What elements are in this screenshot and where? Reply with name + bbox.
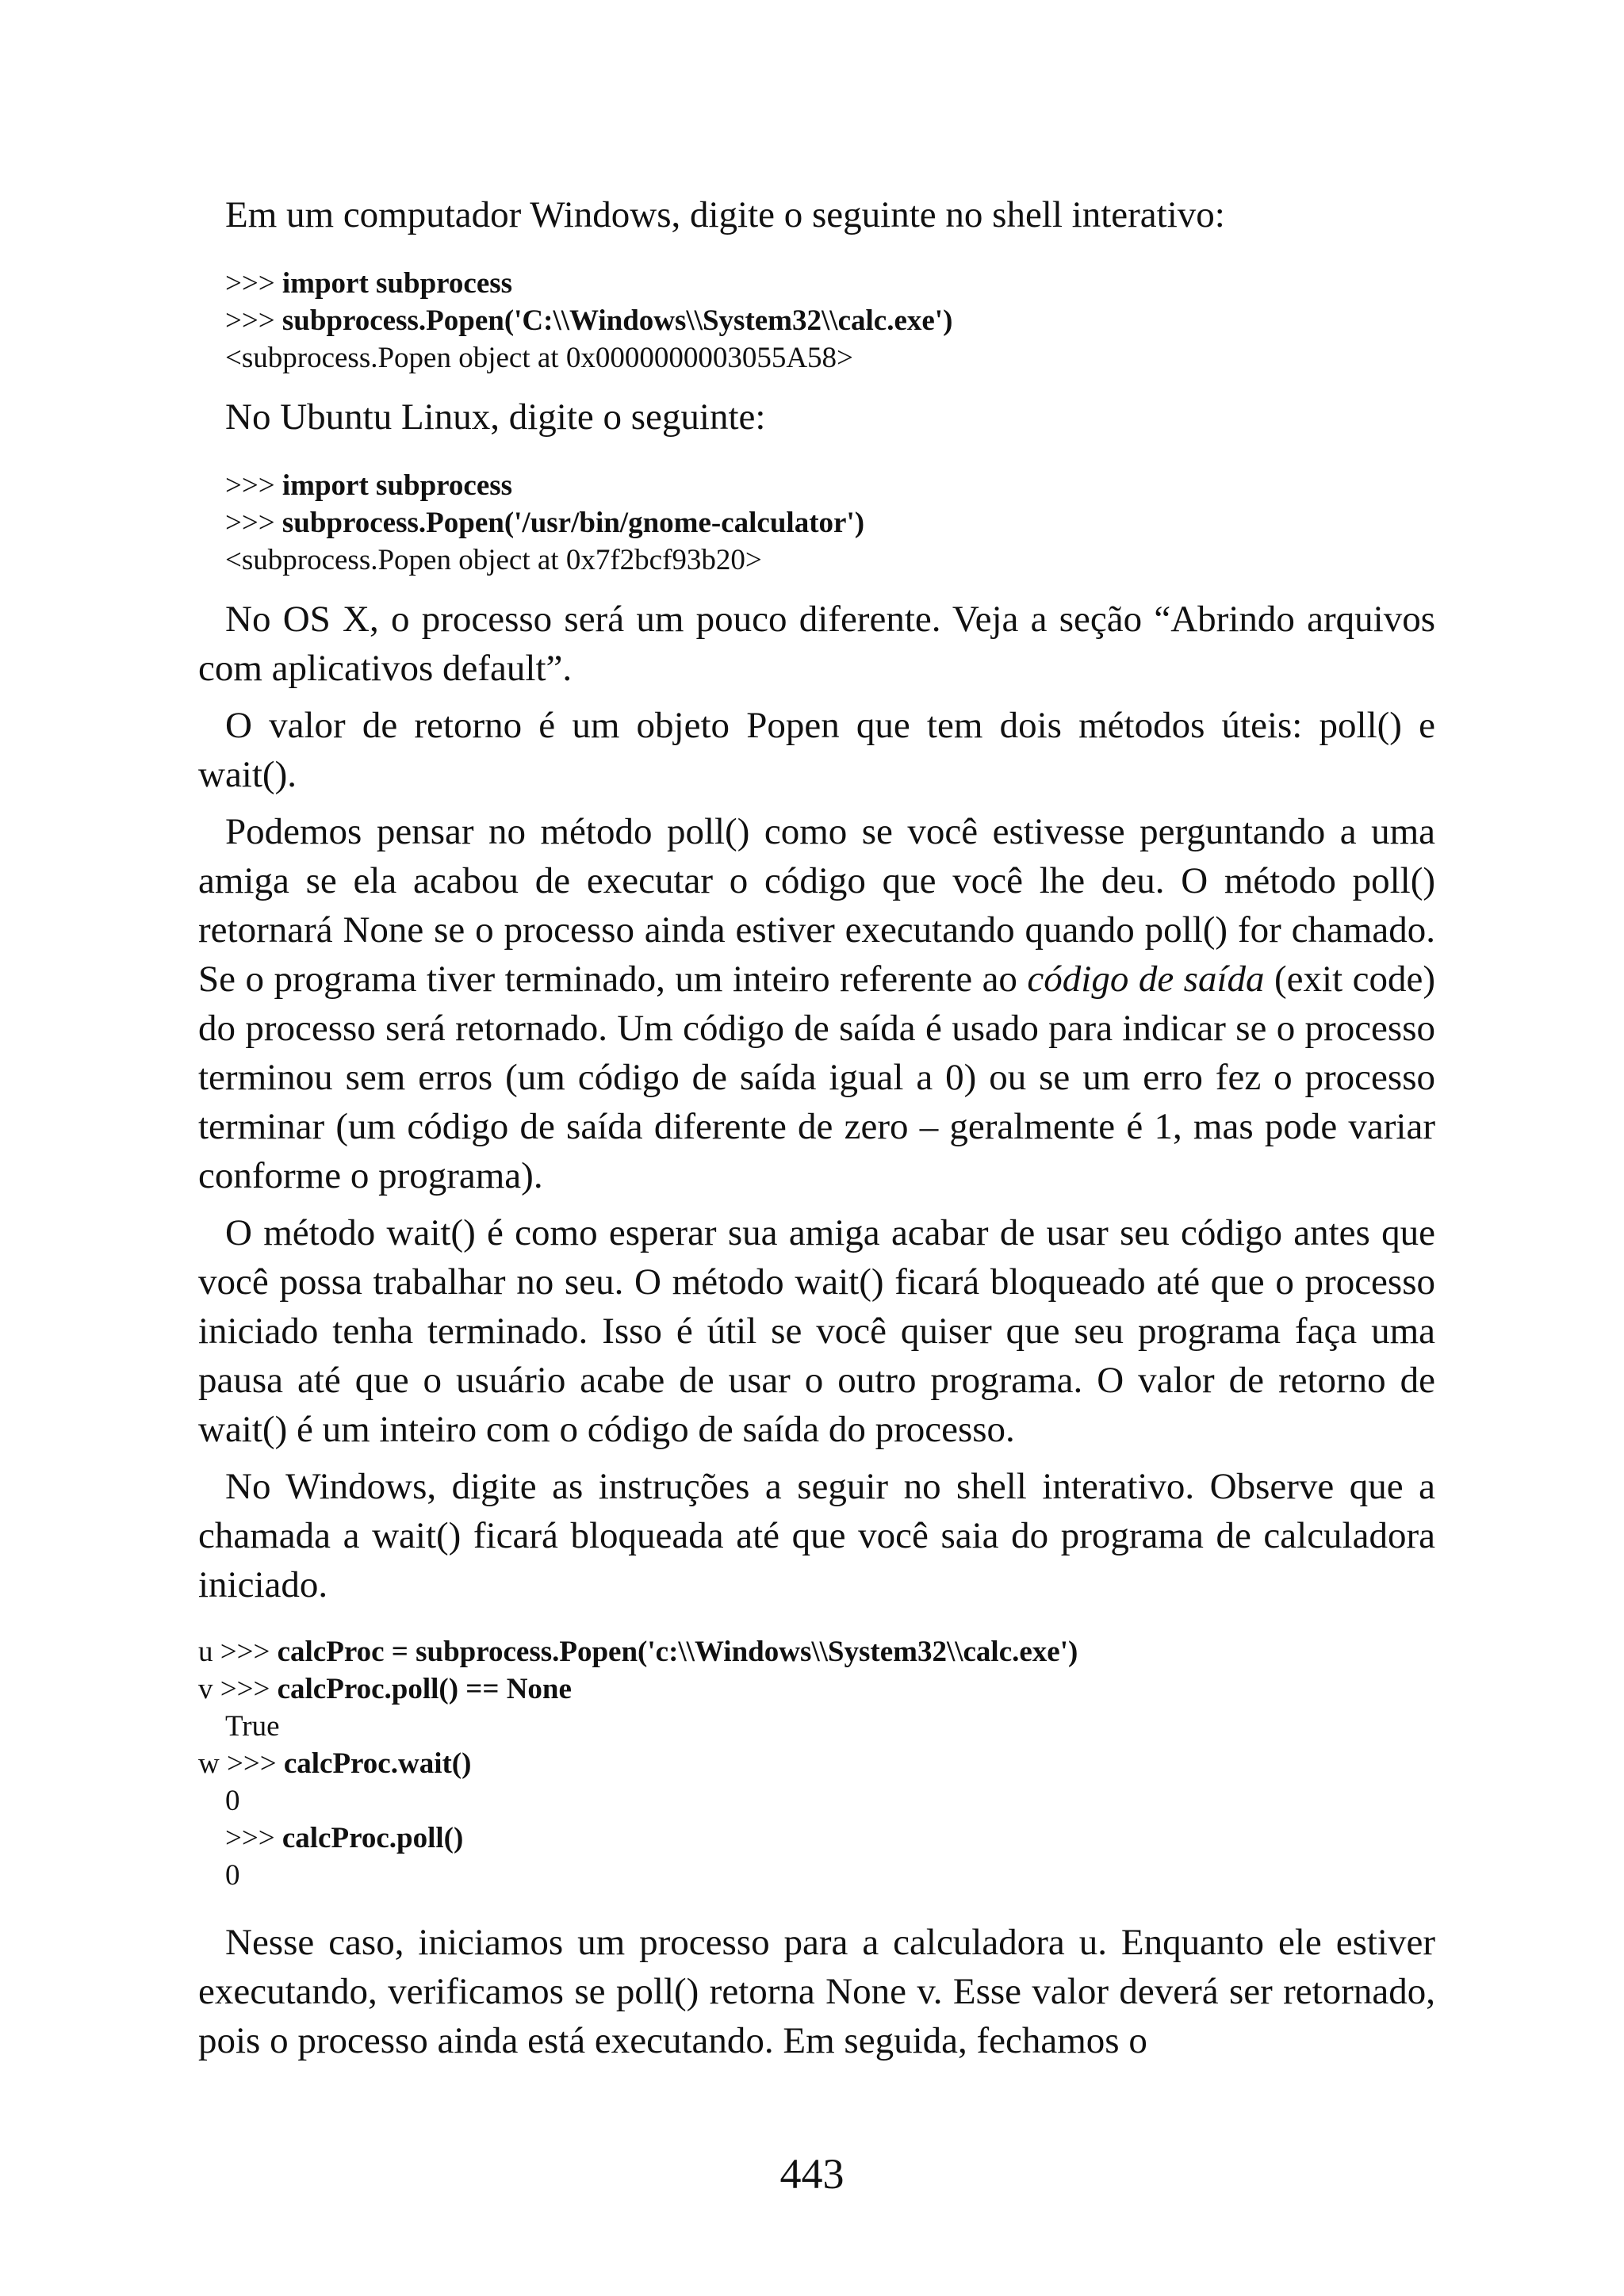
code-prompt: u >>> — [198, 1636, 278, 1668]
code-output: True — [225, 1710, 280, 1743]
code-line — [198, 1633, 1435, 1670]
code-input: import subprocess — [282, 469, 513, 502]
code-line — [198, 1745, 1435, 1782]
page-content — [198, 190, 1435, 2073]
text-span: Podemos pensar no método poll() como se você estivesse perguntando a uma amiga se ela acabou de executar o código que você lhe deu. O método poll() retornará None se o processo ainda estiver executando quando poll() for chamado. Se o programa tiver terminado, um inteiro referente ao — [198, 811, 1435, 1000]
code-prompt: >>> — [225, 1822, 282, 1854]
code-output: 0 — [225, 1859, 240, 1892]
code-input: subprocess.Popen('C:\\Windows\\System32\\calc.exe') — [282, 304, 953, 337]
page-number: 443 — [779, 2150, 845, 2198]
code-output: <subprocess.Popen object at 0x0000000003055A58> — [225, 342, 853, 374]
paragraph-poll-explanation — [198, 807, 1435, 1200]
code-line — [225, 302, 1435, 339]
code-prompt: >>> — [225, 267, 282, 300]
code-input: calcProc.wait() — [283, 1747, 472, 1780]
paragraph-wait-explanation: O método wait() é como esperar sua amiga acabar de usar seu código antes que você possa trabalhar no seu. O método wait() ficará bloqueado até que o processo iniciado tenha terminado. Isso é útil se você quiser que seu programa faça uma pausa até que o usuário acabe de usar o outro programa. O valor de retorno de wait() é um inteiro com o código de saída do processo. — [198, 1212, 1435, 1450]
italic-term: código de saída — [1027, 959, 1265, 1000]
code-prompt: >>> — [225, 507, 282, 539]
code-line — [225, 467, 1435, 504]
code-input: import subprocess — [282, 267, 513, 300]
code-line — [225, 504, 1435, 541]
code-output: 0 — [225, 1785, 240, 1817]
code-input: calcProc = subprocess.Popen('c:\\Windows\\System32\\calc.exe') — [277, 1636, 1078, 1668]
paragraph-osx-note: No OS X, o processo será um pouco diferente. Veja a seção “Abrindo arquivos com aplicativos default”. — [198, 599, 1435, 689]
code-line — [198, 1820, 1435, 1857]
code-block-windows — [225, 265, 1435, 377]
code-block-calcproc — [198, 1633, 1435, 1894]
text-span: (exit code) do processo será retornado. Um código de saída é usado para indicar se o processo terminou sem erros (um código de saída igual a 0) ou se um erro fez o processo terminar (um código de saída diferente de zero – geralmente é 1, mas pode variar conforme o programa). — [198, 959, 1435, 1196]
code-prompt: w >>> — [198, 1747, 284, 1780]
code-block-ubuntu — [225, 467, 1435, 579]
paragraph-ubuntu-intro: No Ubuntu Linux, digite o seguinte: — [225, 396, 766, 438]
paragraph-windows-intro: Em um computador Windows, digite o seguinte no shell interativo: — [225, 194, 1225, 235]
code-input: calcProc.poll() == None — [277, 1673, 572, 1705]
code-prompt: v >>> — [198, 1673, 278, 1705]
code-line — [198, 1670, 1435, 1708]
paragraph-popen-return: O valor de retorno é um objeto Popen que tem dois métodos úteis: poll() e wait(). — [198, 705, 1435, 795]
paragraph-windows-instructions: No Windows, digite as instruções a seguir no shell interativo. Observe que a chamada a wait() ficará bloqueada até que você saia do programa de calculadora iniciado. — [198, 1466, 1435, 1605]
code-line — [225, 265, 1435, 302]
code-prompt: >>> — [225, 469, 282, 502]
code-prompt: >>> — [225, 304, 282, 337]
code-input: subprocess.Popen('/usr/bin/gnome-calculator') — [282, 507, 865, 539]
code-input: calcProc.poll() — [282, 1822, 464, 1854]
paragraph-calc-process: Nesse caso, iniciamos um processo para a calculadora u. Enquanto ele estiver executando, verificamos se poll() retorna None v. Esse valor deverá ser retornado, pois o processo ainda está executando. Em seguida, fechamos o — [198, 1922, 1435, 2061]
code-output: <subprocess.Popen object at 0x7f2bcf93b20> — [225, 544, 762, 576]
